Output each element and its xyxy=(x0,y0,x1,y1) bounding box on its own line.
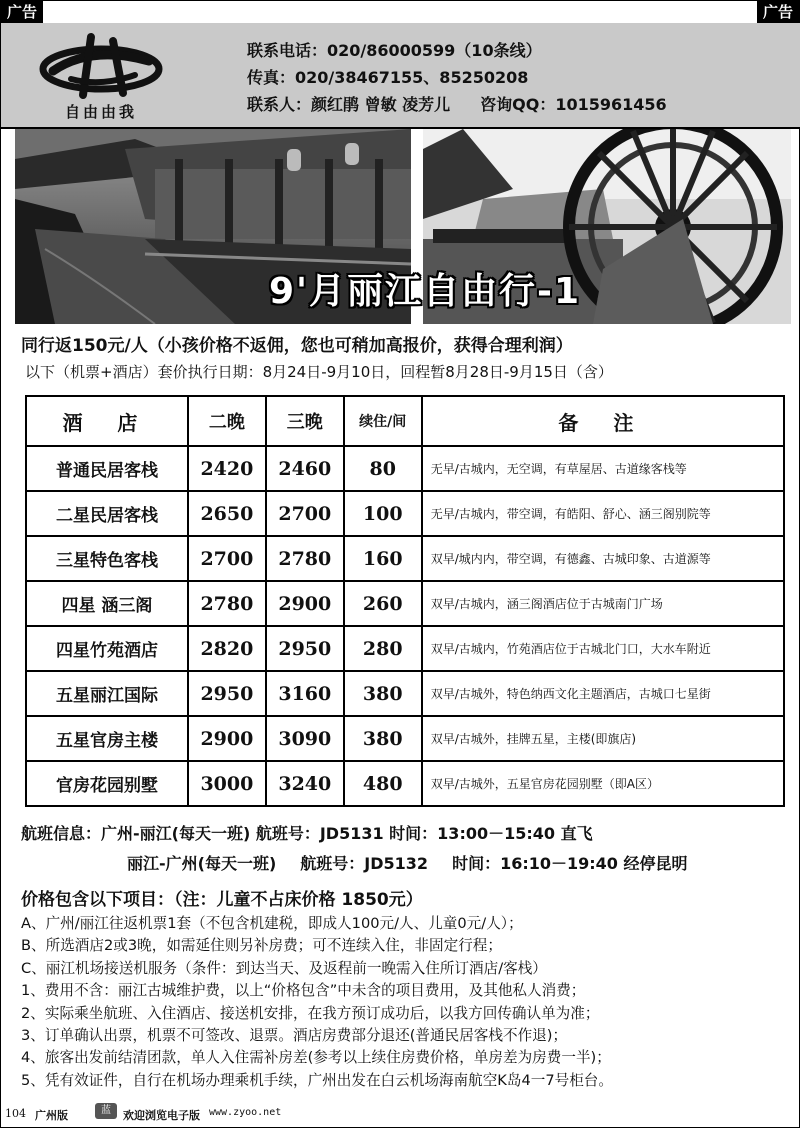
ad-label-left: 广告 xyxy=(1,1,43,23)
table-row xyxy=(26,491,784,536)
hotel-note: 双早/古城外，五星官房花园别墅（即A区） xyxy=(422,761,784,806)
hotel-price-table xyxy=(25,395,785,807)
hotel-name: 普通民居客栈 xyxy=(26,446,188,491)
flight-return-route: 丽江-广州(每天一班) xyxy=(127,854,277,873)
hotel-name: 四星 涵三阁 xyxy=(26,581,188,626)
price-three-nights: 2950 xyxy=(266,626,344,671)
contact-line xyxy=(247,91,667,118)
price-two-nights: 2650 xyxy=(188,491,266,536)
hotel-note: 双早/古城内，竹苑酒店位于古城北门口，大水车附近 xyxy=(422,626,784,671)
ad-label-right: 广告 xyxy=(757,1,799,23)
website-link[interactable]: www.zyoo.net xyxy=(209,1107,282,1118)
page-number: 104 xyxy=(5,1107,26,1120)
header xyxy=(1,23,800,129)
contact-person: 联系人：颜红鹃 曾敏 凌芳儿 xyxy=(247,95,451,114)
hotel-note: 无早/古城内，带空调，有皓阳、舒心、涵三阁别院等 xyxy=(422,491,784,536)
contact-qq: 咨询QQ：1015961456 xyxy=(480,95,667,114)
list-item: 1、费用不含：丽江古城维护费，以上“价格包含”中未含的项目费用，及其他私人消费； xyxy=(21,982,586,1000)
page-title: 9'月丽江自由行-1 xyxy=(268,271,582,312)
table-row xyxy=(26,671,784,716)
price-two-nights: 2820 xyxy=(188,626,266,671)
header-hotel: 酒 店 xyxy=(26,396,188,446)
price-extra-night: 280 xyxy=(344,626,422,671)
hotel-note: 双早/古城外，特色纳西文化主题酒店，古城口七星街 xyxy=(422,671,784,716)
rebate-text: 同行返150元/人（小孩价格不返佣，您也可稍加高报价，获得合理利润） xyxy=(21,336,573,356)
hotel-note: 双早/古城内，涵三阁酒店位于古城南门广场 xyxy=(422,581,784,626)
brush-logo-icon xyxy=(31,31,171,103)
price-extra-night: 160 xyxy=(344,536,422,581)
price-two-nights: 2950 xyxy=(188,671,266,716)
list-item: B、所选酒店2或3晚，如需延住则另补房费；可不连续入住，非固定行程； xyxy=(21,937,502,955)
list-item: 5、凭有效证件，自行在机场办理乘机手续，广州出发在白云机场海南航空K岛4一7号柜台。 xyxy=(21,1071,613,1089)
contact-phone: 联系电话：020/86000599（10条线） xyxy=(247,41,542,60)
table-row xyxy=(26,626,784,671)
inclusions-list xyxy=(21,913,613,1092)
price-two-nights: 2420 xyxy=(188,446,266,491)
flight-return xyxy=(127,851,688,874)
price-extra-night: 380 xyxy=(344,671,422,716)
hotel-note: 双早/古城外，挂牌五星，主楼(即旗店) xyxy=(422,716,784,761)
footer xyxy=(1,1097,800,1127)
header-notes: 备 注 xyxy=(422,396,784,446)
price-three-nights: 2900 xyxy=(266,581,344,626)
price-two-nights: 3000 xyxy=(188,761,266,806)
header-three-nights: 三晚 xyxy=(266,396,344,446)
contact-fax: 传真：020/38467155、85250208 xyxy=(247,68,529,87)
hotel-name: 四星竹苑酒店 xyxy=(26,626,188,671)
list-item: 4、旅客出发前结清团款，单人入住需补房差(参考以上续住房费价格，单房差为房费一半)； xyxy=(21,1049,611,1067)
price-two-nights: 2780 xyxy=(188,581,266,626)
flight-return-time: 时间：16:10－19:40 经停昆明 xyxy=(452,854,688,873)
price-extra-night: 480 xyxy=(344,761,422,806)
logo-text: 自由由我 xyxy=(64,103,137,121)
hotel-name: 五星丽江国际 xyxy=(26,671,188,716)
list-item: C、丽江机场接送机服务（条件：到达当天、及返程前一晚需入住所订酒店/客栈） xyxy=(21,959,547,977)
flight-outbound: 航班信息：广州-丽江(每天一班) 航班号：JD5131 时间：13:00－15:40 直飞 xyxy=(21,824,593,843)
table-row xyxy=(26,581,784,626)
price-extra-night: 100 xyxy=(344,491,422,536)
table-row xyxy=(26,446,784,491)
validity-dates: 以下（机票+酒店）套价执行日期：8月24日-9月10日，回程暂8月28日-9月15日（含） xyxy=(25,363,613,381)
hotel-name: 三星特色客栈 xyxy=(26,536,188,581)
inclusions-title: 价格包含以下项目：（注：儿童不占床价格 1850元） xyxy=(21,890,423,910)
hotel-name: 二星民居客栈 xyxy=(26,491,188,536)
list-item: 2、实际乘坐航班、入住酒店、接送机安排，在我方预订成功后，以我方回传确认单为准； xyxy=(21,1004,600,1022)
price-two-nights: 2700 xyxy=(188,536,266,581)
edition-badge: 蓝 xyxy=(95,1103,117,1119)
table-header-row xyxy=(26,396,784,446)
table-row xyxy=(26,536,784,581)
list-item: 3、订单确认出票，机票不可签改、退票。酒店房费部分退还(普通民居客栈不作退)； xyxy=(21,1027,568,1045)
edition-label: 广州版 xyxy=(35,1109,68,1122)
table-row xyxy=(26,761,784,806)
header-two-nights: 二晚 xyxy=(188,396,266,446)
hotel-name: 五星官房主楼 xyxy=(26,716,188,761)
company-logo xyxy=(31,31,171,123)
table-row xyxy=(26,716,784,761)
list-item: A、广州/丽江往返机票1套（不包含机建税，即成人100元/人、儿童0元/人）； xyxy=(21,915,523,932)
price-extra-night: 80 xyxy=(344,446,422,491)
welcome-text: 欢迎浏览电子版 xyxy=(123,1109,200,1122)
header-extra-night: 续住/间 xyxy=(344,396,422,446)
contact-info xyxy=(247,37,667,118)
price-three-nights: 2460 xyxy=(266,446,344,491)
price-three-nights: 3160 xyxy=(266,671,344,716)
price-extra-night: 260 xyxy=(344,581,422,626)
price-two-nights: 2900 xyxy=(188,716,266,761)
price-three-nights: 2780 xyxy=(266,536,344,581)
flight-return-number: 航班号：JD5132 xyxy=(300,854,429,873)
price-extra-night: 380 xyxy=(344,716,422,761)
price-three-nights: 3090 xyxy=(266,716,344,761)
hotel-note: 无早/古城内，无空调，有草屋居、古道缘客栈等 xyxy=(422,446,784,491)
price-three-nights: 2700 xyxy=(266,491,344,536)
hotel-note: 双早/城内内，带空调，有德鑫、古城印象、古道源等 xyxy=(422,536,784,581)
hotel-name: 官房花园别墅 xyxy=(26,761,188,806)
price-three-nights: 3240 xyxy=(266,761,344,806)
